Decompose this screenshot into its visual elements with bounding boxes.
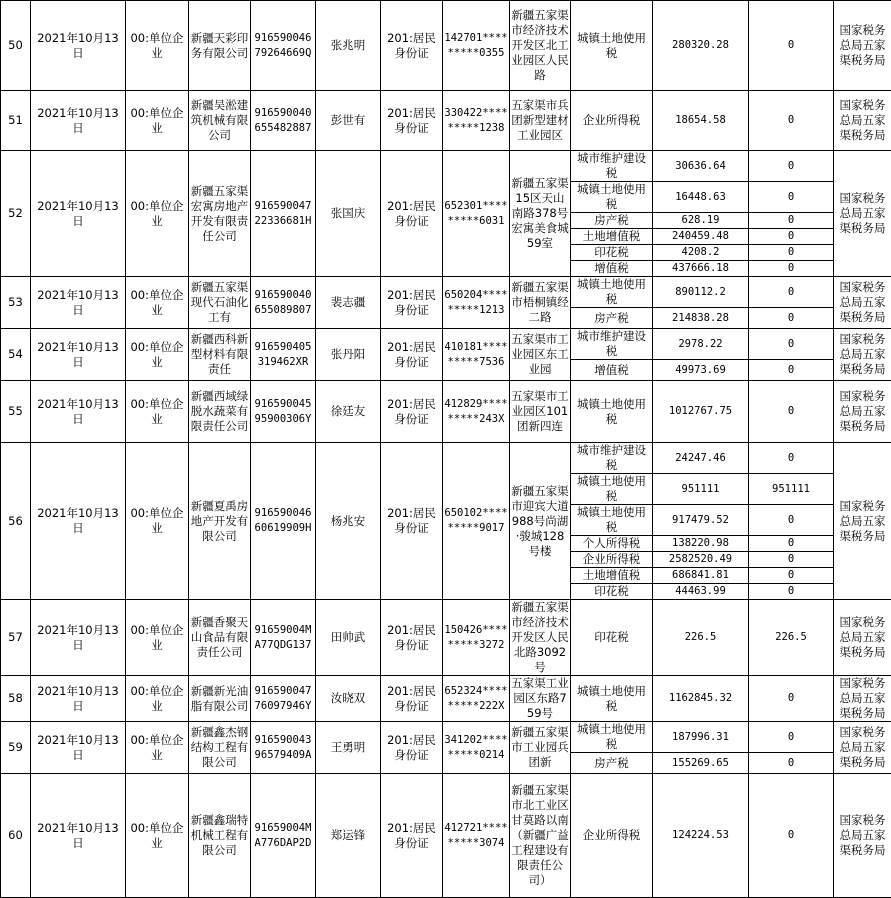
company-name-cell: 新疆五家渠现代石油化工有 <box>189 277 251 329</box>
tax-office-cell: 国家税务总局五家渠税务局 <box>834 774 891 898</box>
new-arrears-cell: 0 <box>749 277 834 308</box>
new-arrears-cell: 0 <box>749 536 834 552</box>
seq-cell: 53 <box>1 277 31 329</box>
new-arrears-cell: 0 <box>749 552 834 568</box>
id-number-cell: 150426*********3272 <box>443 600 510 676</box>
new-arrears-cell: 0 <box>749 584 834 600</box>
seq-cell: 52 <box>1 151 31 277</box>
table-body <box>1 1 891 898</box>
tax-type-cell: 企业所得税 <box>571 552 653 568</box>
new-arrears-cell: 951111 <box>749 474 834 505</box>
new-arrears-cell: 0 <box>749 381 834 443</box>
new-arrears-cell: 0 <box>749 91 834 151</box>
arrears-amount-cell: 951111 <box>653 474 749 505</box>
id-type-cell: 201:居民身份证 <box>381 443 443 600</box>
arrears-amount-cell: 280320.28 <box>653 1 749 91</box>
arrears-amount-cell: 124224.53 <box>653 774 749 898</box>
company-name-cell: 新疆鑫杰钢结构工程有限公司 <box>189 722 251 774</box>
address-cell: 新疆五家渠市工业园兵团新 <box>510 722 571 774</box>
taxpayer-type-cell: 00:单位企业 <box>126 1 189 91</box>
address-cell: 五家渠市工业园区101团新四连 <box>510 381 571 443</box>
tax-office-cell: 国家税务总局五家渠税务局 <box>834 600 891 676</box>
new-arrears-cell: 0 <box>749 443 834 474</box>
arrears-amount-cell: 30636.64 <box>653 151 749 182</box>
tax-type-cell: 增值税 <box>571 261 653 277</box>
arrears-amount-cell: 628.19 <box>653 213 749 229</box>
seq-cell: 51 <box>1 91 31 151</box>
tax-type-cell: 城镇土地使用税 <box>571 676 653 722</box>
company-name-cell: 新疆夏禹房地产开发有限公司 <box>189 443 251 600</box>
tax-type-cell: 城镇土地使用税 <box>571 474 653 505</box>
arrears-amount-cell: 18654.58 <box>653 91 749 151</box>
tax-type-cell: 企业所得税 <box>571 774 653 898</box>
legal-person-cell: 王勇明 <box>316 722 381 774</box>
tax-office-cell: 国家税务总局五家渠税务局 <box>834 443 891 600</box>
taxpayer-type-cell: 00:单位企业 <box>126 722 189 774</box>
tax-office-cell: 国家税务总局五家渠税务局 <box>834 91 891 151</box>
table-row <box>1 91 891 151</box>
table-row <box>1 1 891 91</box>
tax-type-cell: 房产税 <box>571 213 653 229</box>
arrears-amount-cell: 138220.98 <box>653 536 749 552</box>
tax-type-cell: 房产税 <box>571 753 653 774</box>
table-row <box>1 381 891 443</box>
new-arrears-cell: 0 <box>749 505 834 536</box>
tax-type-cell: 土地增值税 <box>571 568 653 584</box>
date-cell: 2021年10月13日 <box>31 1 126 91</box>
id-number-cell: 412829*********243X <box>443 381 510 443</box>
new-arrears-cell: 0 <box>749 245 834 261</box>
arrears-amount-cell: 44463.99 <box>653 584 749 600</box>
credit-code-cell: 916590405319462XR <box>251 329 316 381</box>
seq-cell: 56 <box>1 443 31 600</box>
table-row <box>1 676 891 722</box>
table-row <box>1 277 891 308</box>
tax-type-cell: 城镇土地使用税 <box>571 505 653 536</box>
new-arrears-cell: 0 <box>749 261 834 277</box>
seq-cell: 57 <box>1 600 31 676</box>
tax-type-cell: 增值税 <box>571 360 653 381</box>
id-type-cell: 201:居民身份证 <box>381 774 443 898</box>
arrears-amount-cell: 2978.22 <box>653 329 749 360</box>
arrears-amount-cell: 4208.2 <box>653 245 749 261</box>
id-number-cell: 650102*********9017 <box>443 443 510 600</box>
date-cell: 2021年10月13日 <box>31 443 126 600</box>
id-type-cell: 201:居民身份证 <box>381 722 443 774</box>
tax-office-cell: 国家税务总局五家渠税务局 <box>834 722 891 774</box>
company-name-cell: 新疆西科新型材料有限责任 <box>189 329 251 381</box>
company-name-cell: 新疆天彩印务有限公司 <box>189 1 251 91</box>
tax-office-cell: 国家税务总局五家渠税务局 <box>834 381 891 443</box>
date-cell: 2021年10月13日 <box>31 329 126 381</box>
date-cell: 2021年10月13日 <box>31 381 126 443</box>
date-cell: 2021年10月13日 <box>31 676 126 722</box>
id-type-cell: 201:居民身份证 <box>381 151 443 277</box>
id-number-cell: 652301*********6031 <box>443 151 510 277</box>
seq-cell: 50 <box>1 1 31 91</box>
tax-office-cell: 国家税务总局五家渠税务局 <box>834 277 891 329</box>
arrears-amount-cell: 437666.18 <box>653 261 749 277</box>
date-cell: 2021年10月13日 <box>31 151 126 277</box>
arrears-amount-cell: 1012767.75 <box>653 381 749 443</box>
new-arrears-cell: 0 <box>749 151 834 182</box>
tax-type-cell: 城市维护建设税 <box>571 443 653 474</box>
credit-code-cell: 916590040655482887 <box>251 91 316 151</box>
seq-cell: 58 <box>1 676 31 722</box>
tax-type-cell: 城市维护建设税 <box>571 329 653 360</box>
new-arrears-cell: 0 <box>749 774 834 898</box>
company-name-cell: 新疆鑫瑞特机械工程有限公司 <box>189 774 251 898</box>
tax-type-cell: 城市维护建设税 <box>571 151 653 182</box>
arrears-amount-cell: 155269.65 <box>653 753 749 774</box>
arrears-amount-cell: 240459.48 <box>653 229 749 245</box>
new-arrears-cell: 0 <box>749 329 834 360</box>
seq-cell: 54 <box>1 329 31 381</box>
id-type-cell: 201:居民身份证 <box>381 676 443 722</box>
arrears-amount-cell: 49973.69 <box>653 360 749 381</box>
legal-person-cell: 汝晓双 <box>316 676 381 722</box>
legal-person-cell: 张丹阳 <box>316 329 381 381</box>
tax-type-cell: 城镇土地使用税 <box>571 1 653 91</box>
arrears-amount-cell: 16448.63 <box>653 182 749 213</box>
legal-person-cell: 张国庆 <box>316 151 381 277</box>
new-arrears-cell: 0 <box>749 308 834 329</box>
credit-code-cell: 91659004722336681H <box>251 151 316 277</box>
legal-person-cell: 张兆明 <box>316 1 381 91</box>
new-arrears-cell: 226.5 <box>749 600 834 676</box>
address-cell: 新疆五家渠市梧桐镇经二路 <box>510 277 571 329</box>
tax-type-cell: 城镇土地使用税 <box>571 381 653 443</box>
address-cell: 新疆五家渠15区天山南路378号宏寓美食城59室 <box>510 151 571 277</box>
company-name-cell: 新疆新光油脂有限公司 <box>189 676 251 722</box>
address-cell: 新疆五家渠市北工业区甘莫路以南（新疆广益工程建设有限责任公司） <box>510 774 571 898</box>
new-arrears-cell: 0 <box>749 229 834 245</box>
seq-cell: 59 <box>1 722 31 774</box>
id-type-cell: 201:居民身份证 <box>381 600 443 676</box>
credit-code-cell: 91659004679264669Q <box>251 1 316 91</box>
table-row <box>1 329 891 360</box>
credit-code-cell: 91659004396579409A <box>251 722 316 774</box>
arrears-amount-cell: 226.5 <box>653 600 749 676</box>
tax-type-cell: 城镇土地使用税 <box>571 182 653 213</box>
id-type-cell: 201:居民身份证 <box>381 329 443 381</box>
legal-person-cell: 彭世有 <box>316 91 381 151</box>
seq-cell: 60 <box>1 774 31 898</box>
tax-type-cell: 城镇土地使用税 <box>571 722 653 753</box>
taxpayer-type-cell: 00:单位企业 <box>126 151 189 277</box>
tax-office-cell: 国家税务总局五家渠税务局 <box>834 151 891 277</box>
date-cell: 2021年10月13日 <box>31 600 126 676</box>
taxpayer-type-cell: 00:单位企业 <box>126 381 189 443</box>
id-number-cell: 650204*********1213 <box>443 277 510 329</box>
arrears-amount-cell: 187996.31 <box>653 722 749 753</box>
address-cell: 五家渠市工业园区东工业园 <box>510 329 571 381</box>
id-number-cell: 412721*********3074 <box>443 774 510 898</box>
credit-code-cell: 91659004660619909H <box>251 443 316 600</box>
id-type-cell: 201:居民身份证 <box>381 1 443 91</box>
new-arrears-cell: 0 <box>749 753 834 774</box>
address-cell: 新疆五家渠市迎宾大道988号尚湖·骏城128号楼 <box>510 443 571 600</box>
taxpayer-type-cell: 00:单位企业 <box>126 91 189 151</box>
taxpayer-type-cell: 00:单位企业 <box>126 600 189 676</box>
id-number-cell: 652324*********222X <box>443 676 510 722</box>
id-number-cell: 330422*********1238 <box>443 91 510 151</box>
legal-person-cell: 杨兆安 <box>316 443 381 600</box>
credit-code-cell: 91659004776097946Y <box>251 676 316 722</box>
company-name-cell: 新疆香聚天山食品有限责任公司 <box>189 600 251 676</box>
taxpayer-type-cell: 00:单位企业 <box>126 774 189 898</box>
tax-type-cell: 土地增值税 <box>571 229 653 245</box>
arrears-amount-cell: 2582520.49 <box>653 552 749 568</box>
tax-type-cell: 印花税 <box>571 584 653 600</box>
arrears-amount-cell: 686841.81 <box>653 568 749 584</box>
company-name-cell: 新疆吴淞建筑机械有限公司 <box>189 91 251 151</box>
taxpayer-type-cell: 00:单位企业 <box>126 277 189 329</box>
seq-cell: 55 <box>1 381 31 443</box>
arrears-amount-cell: 917479.52 <box>653 505 749 536</box>
company-name-cell: 新疆西域绿脱水蔬菜有限责任公司 <box>189 381 251 443</box>
arrears-amount-cell: 890112.2 <box>653 277 749 308</box>
table-row <box>1 774 891 898</box>
credit-code-cell: 91659004MA776DAP2D <box>251 774 316 898</box>
legal-person-cell: 田帅武 <box>316 600 381 676</box>
id-type-cell: 201:居民身份证 <box>381 277 443 329</box>
id-type-cell: 201:居民身份证 <box>381 381 443 443</box>
taxpayer-type-cell: 00:单位企业 <box>126 676 189 722</box>
address-cell: 五家渠市兵团新型建材工业园区 <box>510 91 571 151</box>
tax-office-cell: 国家税务总局五家渠税务局 <box>834 676 891 722</box>
new-arrears-cell: 0 <box>749 722 834 753</box>
new-arrears-cell: 0 <box>749 568 834 584</box>
date-cell: 2021年10月13日 <box>31 91 126 151</box>
tax-type-cell: 印花税 <box>571 600 653 676</box>
tax-office-cell: 国家税务总局五家渠税务局 <box>834 1 891 91</box>
arrears-amount-cell: 24247.46 <box>653 443 749 474</box>
date-cell: 2021年10月13日 <box>31 774 126 898</box>
new-arrears-cell: 0 <box>749 676 834 722</box>
date-cell: 2021年10月13日 <box>31 722 126 774</box>
tax-type-cell: 印花税 <box>571 245 653 261</box>
id-number-cell: 142701*********0355 <box>443 1 510 91</box>
legal-person-cell: 郑运锋 <box>316 774 381 898</box>
new-arrears-cell: 0 <box>749 360 834 381</box>
new-arrears-cell: 0 <box>749 182 834 213</box>
id-type-cell: 201:居民身份证 <box>381 91 443 151</box>
tax-type-cell: 个人所得税 <box>571 536 653 552</box>
taxpayer-type-cell: 00:单位企业 <box>126 443 189 600</box>
arrears-amount-cell: 1162845.32 <box>653 676 749 722</box>
table-row <box>1 443 891 474</box>
arrears-amount-cell: 214838.28 <box>653 308 749 329</box>
address-cell: 五家渠工业园区东路759号 <box>510 676 571 722</box>
tax-type-cell: 企业所得税 <box>571 91 653 151</box>
company-name-cell: 新疆五家渠宏寓房地产开发有限责任公司 <box>189 151 251 277</box>
tax-type-cell: 城镇土地使用税 <box>571 277 653 308</box>
id-number-cell: 341202*********0214 <box>443 722 510 774</box>
credit-code-cell: 91659004MA77QDG137 <box>251 600 316 676</box>
address-cell: 新疆五家渠市经济技术开发区人民北路3092号 <box>510 600 571 676</box>
table-row <box>1 600 891 676</box>
id-number-cell: 410181*********7536 <box>443 329 510 381</box>
taxpayer-type-cell: 00:单位企业 <box>126 329 189 381</box>
new-arrears-cell: 0 <box>749 213 834 229</box>
credit-code-cell: 91659004595900306Y <box>251 381 316 443</box>
new-arrears-cell: 0 <box>749 1 834 91</box>
address-cell: 新疆五家渠市经济技术开发区北工业园区人民路 <box>510 1 571 91</box>
legal-person-cell: 裴志疆 <box>316 277 381 329</box>
legal-person-cell: 徐廷友 <box>316 381 381 443</box>
tax-type-cell: 房产税 <box>571 308 653 329</box>
tax-office-cell: 国家税务总局五家渠税务局 <box>834 329 891 381</box>
credit-code-cell: 916590040655089807 <box>251 277 316 329</box>
table-row <box>1 151 891 182</box>
table-row <box>1 722 891 753</box>
date-cell: 2021年10月13日 <box>31 277 126 329</box>
